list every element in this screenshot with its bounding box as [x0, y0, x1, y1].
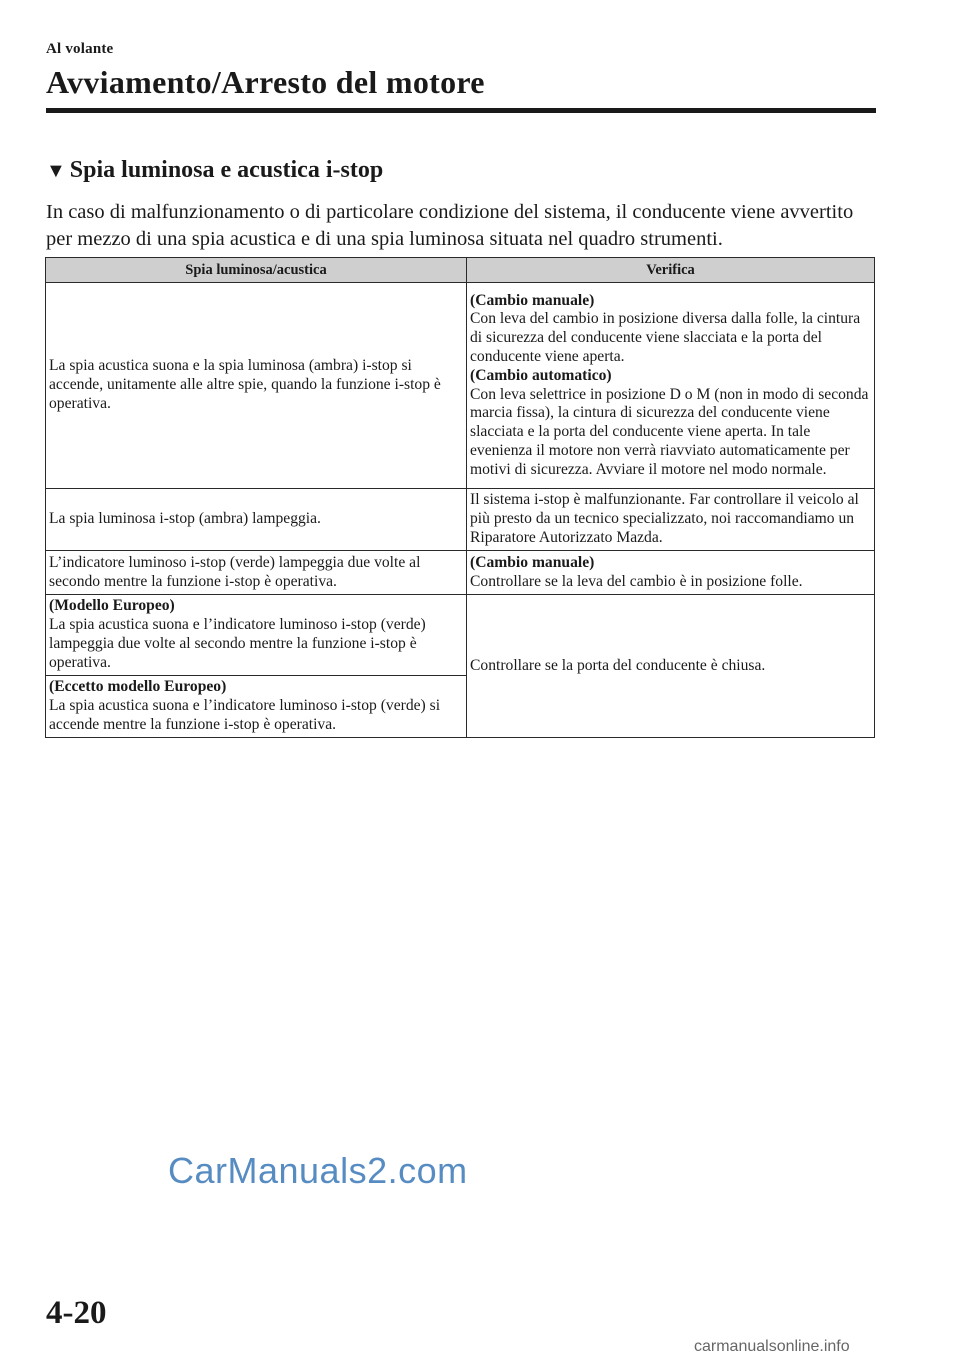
condition-cell: [46, 595, 467, 676]
condition-text: La spia acustica suona e l’indicatore luminoso i-stop (verde) lampeggia due volte al secondo mentre la funzione i-stop è operativa.: [49, 616, 426, 671]
check-text-manual: Con leva del cambio in posizione diversa dalla folle, la cintura di sicurezza del conducente viene slacciata e la porta del conducente viene aperta.: [470, 310, 861, 365]
condition-cell: [46, 283, 467, 489]
down-triangle-icon: ▼: [46, 160, 66, 182]
condition-cell: [46, 551, 467, 595]
page-title: Avviamento/Arresto del motore: [46, 64, 485, 100]
title-divider: [46, 108, 876, 113]
condition-label: (Modello Europeo): [49, 597, 175, 615]
check-cell: [467, 595, 875, 738]
table-row: [46, 489, 875, 551]
column-header-indicator: Spia luminosa/acustica: [46, 258, 467, 283]
table-header-row: [46, 258, 875, 283]
check-cell: [467, 283, 875, 489]
subheading: [46, 155, 383, 186]
condition-text: La spia luminosa i-stop (ambra) lampeggia.: [49, 510, 321, 528]
check-cell: [467, 551, 875, 595]
condition-label: (Eccetto modello Europeo): [49, 678, 227, 696]
table-row: [46, 283, 875, 489]
check-text: Controllare se la leva del cambio è in posizione folle.: [470, 572, 803, 590]
condition-cell: [46, 489, 467, 551]
page-number: 4-20: [46, 1295, 107, 1331]
check-text-auto: Con leva selettrice in posizione D o M (non in modo di seconda marcia fissa), la cintura di sicurezza del conducente viene slacciata e la porta del conducente viene aperta. In tale evenienza il motore non verrà riavviato automaticamente per motivi di sicurezza. Avviare il motore nel modo normale.: [470, 385, 869, 478]
check-text: Il sistema i-stop è malfunzionante. Far controllare il veicolo al più presto da un tecnico specializzato, noi raccomandiamo un Riparatore Autorizzato Mazda.: [470, 491, 859, 546]
condition-text: La spia acustica suona e la spia luminosa (ambra) i-stop si accende, unitamente alle altre spie, quando la funzione i-stop è operativa.: [49, 357, 441, 412]
check-label-auto: (Cambio automatico): [470, 366, 612, 384]
footer-source: carmanualsonline.info: [694, 1338, 850, 1355]
watermark-logo: CarManuals2.com: [168, 1150, 468, 1191]
table-row: [46, 551, 875, 595]
condition-text: L’indicatore luminoso i-stop (verde) lampeggia due volte al secondo mentre la funzione i-stop è operativa.: [49, 553, 421, 590]
column-header-check: Verifica: [467, 258, 875, 283]
table-row: [46, 595, 875, 676]
intro-paragraph: In caso di malfunzionamento o di particolare condizione del sistema, il conducente viene avvertito per mezzo di una spia acustica e di una spia luminosa situata nel quadro strumenti.: [46, 201, 854, 250]
subheading-text: Spia luminosa e acustica i-stop: [69, 157, 384, 183]
condition-cell: [46, 676, 467, 738]
check-cell: [467, 489, 875, 551]
check-label-manual: (Cambio manuale): [470, 291, 595, 309]
section-label: Al volante: [46, 41, 114, 57]
condition-text: La spia acustica suona e l’indicatore luminoso i-stop (verde) si accende mentre la funzione i-stop è operativa.: [49, 697, 441, 733]
check-label: (Cambio manuale): [470, 553, 595, 571]
check-text: Controllare se la porta del conducente è chiusa.: [470, 656, 766, 674]
indicator-table: [45, 257, 875, 738]
